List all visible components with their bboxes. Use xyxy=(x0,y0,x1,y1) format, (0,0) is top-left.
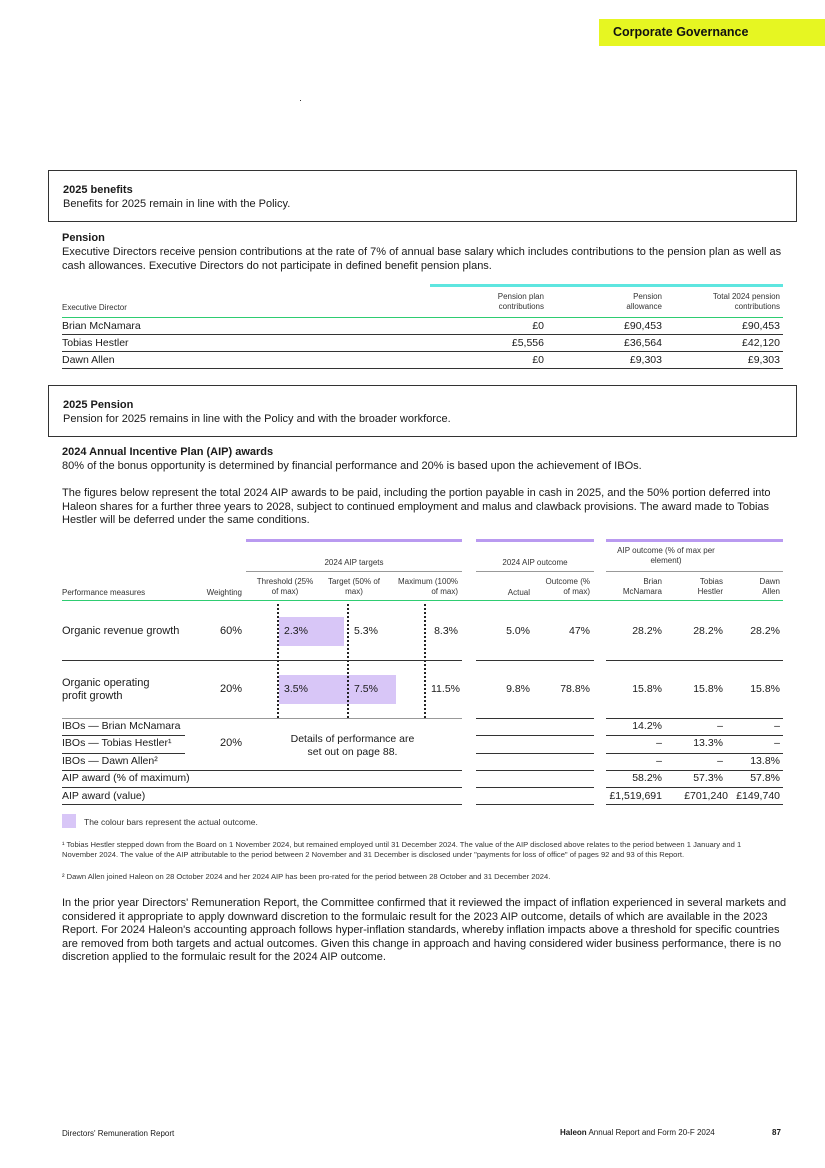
targets-group-bar xyxy=(246,539,462,542)
target-value: 5.3% xyxy=(354,625,378,637)
per-element-group-rule xyxy=(606,571,783,572)
brian-value: – xyxy=(656,737,662,749)
actual-value: 5.0% xyxy=(506,625,530,637)
tobias-value: 57.3% xyxy=(693,772,723,784)
pension-box-title: 2025 Pension xyxy=(63,399,134,411)
group-targets: 2024 AIP targets xyxy=(324,558,384,567)
tobias-value: £701,240 xyxy=(684,790,728,802)
dawn-value: – xyxy=(774,720,780,732)
pension-name: Dawn Allen xyxy=(62,354,115,366)
outcome-group-rule xyxy=(476,571,594,572)
col-target: Target (50% of max) xyxy=(327,577,381,596)
footnote-2: ² Dawn Allen joined Haleon on 28 October 2024 and her 2024 AIP has been pro-rated for the period between 28 October and 31 December 2024. xyxy=(62,872,551,881)
row-rule xyxy=(606,718,783,719)
pension-box xyxy=(48,385,797,437)
col-weighting: Weighting xyxy=(206,588,242,597)
aip-para3: In the prior year Directors' Remuneration Report, the Committee confirmed that it reviewed the impact of inflation experienced in several markets and considered it appropriate to apply downward discretion to the formulaic result for the 2023 AIP outcome, details of which are available in the 2023 Report. For 2024 Haleon's accounting approach follows hyper-inflation standards, whereby inflation impacts above a threshold for specific countries are removed from both targets and actual outcomes. Given this change in approach and having considered wider business performance, there is no discretion applied to the formulaic result for the 2024 AIP outcome. xyxy=(62,897,787,963)
table-row xyxy=(62,335,783,352)
pension-plan: £5,556 xyxy=(511,337,544,349)
col-outcome: Outcome (% of max) xyxy=(545,577,590,596)
brian-value: 14.2% xyxy=(632,720,662,732)
threshold-marker xyxy=(277,604,279,718)
legend-text: The colour bars represent the actual outcome. xyxy=(84,817,258,827)
pension-box-text: Pension for 2025 remains in line with the Policy and with the broader workforce. xyxy=(63,413,451,425)
dawn-value: 28.2% xyxy=(750,625,780,637)
pension-allowance: £36,564 xyxy=(624,337,662,349)
pension-name: Brian McNamara xyxy=(62,320,141,332)
row-rule xyxy=(62,718,462,719)
brian-value: 58.2% xyxy=(632,772,662,784)
footnote-1: ¹ Tobias Hestler stepped down from the Board on 1 November 2024, but remained employed until 31 December 2024. The value of the AIP disclosed above relates to the period between 1 January and 1 November 2024. The value of the AIP attributable to the period between 2 November and 31 December is disclosed under "payments for loss of office" of pages 92 and 93 of this Report. xyxy=(62,840,742,859)
pension-plan: £0 xyxy=(532,320,544,332)
benefits-box xyxy=(48,170,797,222)
row-rule xyxy=(62,660,462,661)
row-rule xyxy=(476,718,594,719)
footer-brand: Haleon xyxy=(560,1128,587,1137)
pension-total: £90,453 xyxy=(742,320,780,332)
tobias-value: 13.3% xyxy=(693,737,723,749)
row-rule xyxy=(476,753,594,754)
pension-allowance: £9,303 xyxy=(629,354,662,366)
total-label: AIP award (% of maximum) xyxy=(62,772,190,784)
tobias-value: 15.8% xyxy=(693,683,723,695)
col-dawn: Dawn Allen xyxy=(759,577,780,596)
brian-value: 28.2% xyxy=(632,625,662,637)
tobias-value: 28.2% xyxy=(693,625,723,637)
page-number: 87 xyxy=(772,1128,781,1137)
benefits-text: Benefits for 2025 remain in line with the Policy. xyxy=(63,198,291,210)
ibo-weighting: 20% xyxy=(219,737,242,749)
outcome-group-bar xyxy=(476,539,594,542)
total-label: AIP award (value) xyxy=(62,790,146,802)
col-brian: Brian McNamara xyxy=(622,577,662,596)
benefits-title: 2025 benefits xyxy=(63,184,133,196)
ibo-label: IBOs — Tobias Hestler¹ xyxy=(62,737,172,749)
maximum-value: 11.5% xyxy=(431,683,460,695)
table-row xyxy=(62,352,783,369)
measure-label: Organic revenue growth xyxy=(62,625,180,637)
row-rule xyxy=(476,804,594,805)
measure-label: Organic operating profit growth xyxy=(62,677,150,702)
row-rule xyxy=(606,787,783,788)
targets-group-rule xyxy=(246,571,462,572)
pension-title: Pension xyxy=(62,232,105,244)
section-tag: Corporate Governance xyxy=(599,19,825,46)
col-tobias: Tobias Hestler xyxy=(697,577,723,596)
pension-name: Tobias Hestler xyxy=(62,337,129,349)
dawn-value: 13.8% xyxy=(750,755,780,767)
row-rule xyxy=(62,804,462,805)
legend-swatch xyxy=(62,814,76,828)
footer-report: Annual Report and Form 20-F 2024 xyxy=(588,1128,715,1137)
col-maximum: Maximum (100% of max) xyxy=(397,577,458,596)
aip-para1: 80% of the bonus opportunity is determined by financial performance and 20% is based upon the achievement of IBOs. xyxy=(62,460,642,472)
row-rule xyxy=(476,660,594,661)
ibo-label: IBOs — Brian McNamara xyxy=(62,720,181,732)
dawn-value: – xyxy=(774,737,780,749)
pension-accent-bar xyxy=(430,284,783,287)
row-rule xyxy=(476,770,594,771)
row-rule xyxy=(606,735,783,736)
aip-header-rule xyxy=(62,600,783,601)
outcome-value: 47% xyxy=(568,625,590,637)
footer-brand-line xyxy=(560,1128,715,1137)
pension-allowance: £90,453 xyxy=(624,320,662,332)
dawn-value: 15.8% xyxy=(750,683,780,695)
row-rule xyxy=(606,753,783,754)
row-rule xyxy=(606,770,783,771)
footer-left: Directors' Remuneration Report xyxy=(62,1129,175,1138)
brian-value: 15.8% xyxy=(632,683,662,695)
pension-total: £9,303 xyxy=(747,354,780,366)
row-rule xyxy=(62,735,185,736)
outcome-value: 78.8% xyxy=(560,683,590,695)
dot-mark xyxy=(300,100,301,101)
maximum-value: 8.3% xyxy=(434,625,458,637)
weighting: 20% xyxy=(219,683,242,695)
table-row xyxy=(62,318,783,335)
pension-total: £42,120 xyxy=(742,337,780,349)
threshold-value: 3.5% xyxy=(284,683,308,695)
target-value: 7.5% xyxy=(354,683,378,695)
ibo-label: IBOs — Dawn Allen² xyxy=(62,755,158,767)
dawn-value: £149,740 xyxy=(736,790,780,802)
pension-plan: £0 xyxy=(532,354,544,366)
group-per-element: AIP outcome (% of max per element) xyxy=(617,546,715,565)
pension-header-allowance: Pension allowance xyxy=(626,292,662,311)
weighting: 60% xyxy=(219,625,242,637)
row-rule xyxy=(62,753,185,754)
col-actual: Actual xyxy=(507,588,530,597)
pension-header-plan: Pension plan contributions xyxy=(497,292,544,311)
dawn-value: 57.8% xyxy=(750,772,780,784)
aip-title: 2024 Annual Incentive Plan (AIP) awards xyxy=(62,446,274,458)
brian-value: – xyxy=(656,755,662,767)
per-element-group-bar xyxy=(606,539,783,542)
row-rule xyxy=(606,804,783,805)
threshold-value: 2.3% xyxy=(284,625,308,637)
col-threshold: Threshold (25% of max) xyxy=(256,577,314,596)
actual-value: 9.8% xyxy=(506,683,530,695)
col-measure: Performance measures xyxy=(62,588,146,597)
pension-header-director: Executive Director xyxy=(62,303,127,312)
maximum-marker xyxy=(424,604,426,718)
row-rule xyxy=(606,660,783,661)
row-rule xyxy=(476,787,594,788)
row-rule xyxy=(62,770,462,771)
tobias-value: – xyxy=(717,720,723,732)
pension-text: Executive Directors receive pension contributions at the rate of 7% of annual base salary which includes contributions to the pension plan as well as cash allowances. Executive Directors do not participate in defined benefit pension plans. xyxy=(62,246,782,272)
target-marker xyxy=(347,604,349,718)
ibo-details: Details of performance are set out on page 88. xyxy=(290,733,415,758)
pension-header-total: Total 2024 pension contributions xyxy=(712,292,780,311)
group-outcome: 2024 AIP outcome xyxy=(502,558,568,567)
aip-para2: The figures below represent the total 2024 AIP awards to be paid, including the portion payable in cash in 2025, and the 50% portion deferred into Haleon shares for a further three years to 2028, subject to continued employment and malus and clawback provisions. The award made to Tobias Hestler will be deferred under the same conditions. xyxy=(62,487,771,526)
tobias-value: – xyxy=(717,755,723,767)
row-rule xyxy=(62,787,462,788)
brian-value: £1,519,691 xyxy=(609,790,662,802)
row-rule xyxy=(476,735,594,736)
